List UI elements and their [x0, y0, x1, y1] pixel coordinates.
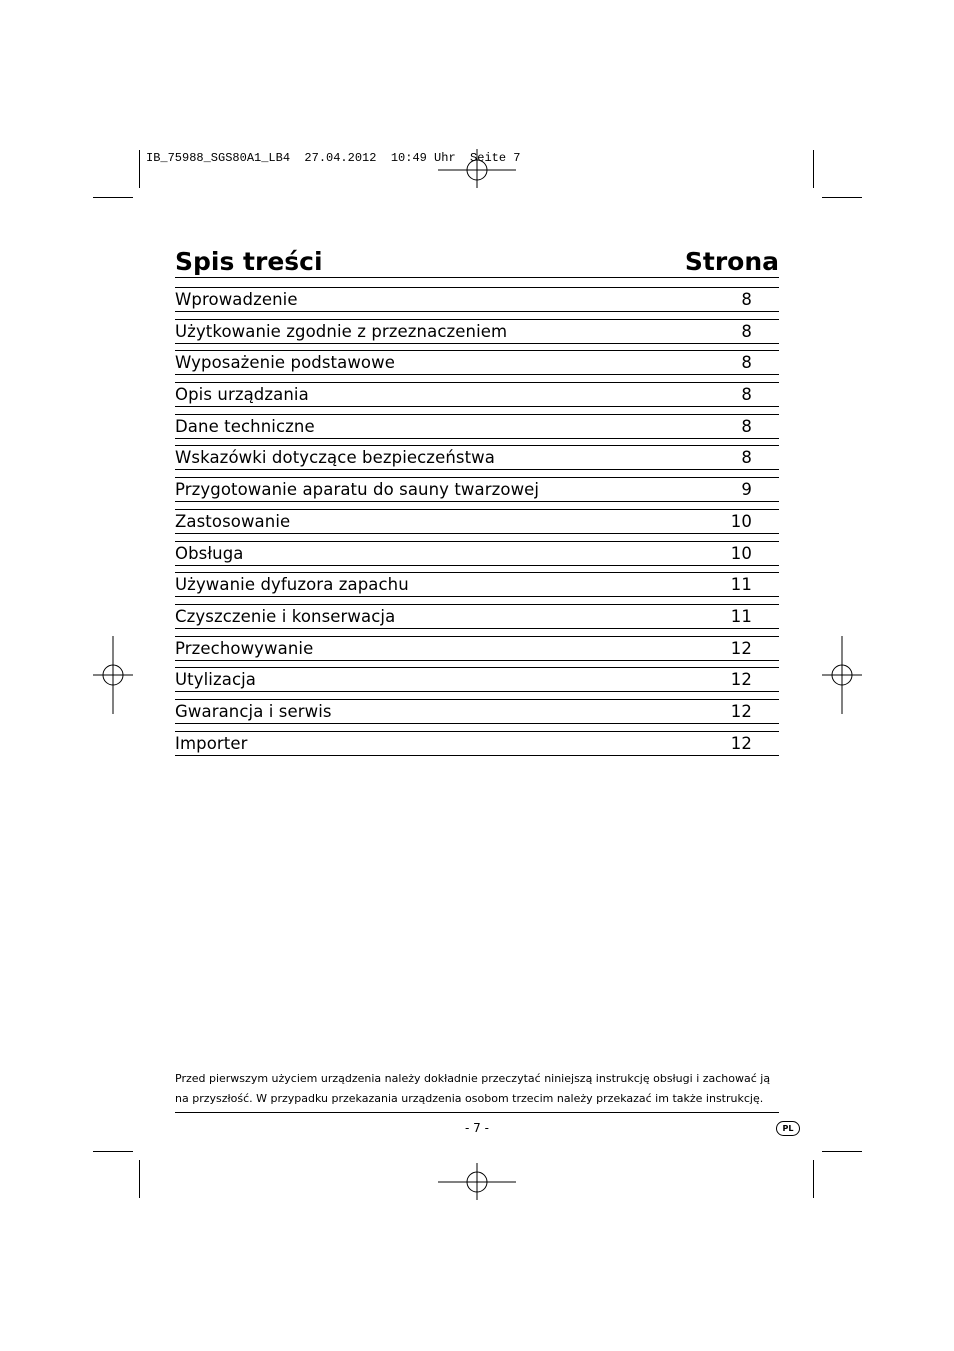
- crop-mark: [139, 150, 140, 188]
- toc-row[interactable]: [175, 287, 779, 312]
- toc-label: Czyszczenie i konserwacja: [175, 606, 396, 626]
- toc-row[interactable]: [175, 699, 779, 724]
- toc-page: 8: [741, 448, 752, 468]
- page-title: Spis treści: [175, 247, 323, 276]
- toc-page: 8: [741, 416, 752, 436]
- registration-mark-icon: [438, 133, 516, 188]
- toc-label: Importer: [175, 733, 248, 753]
- toc-page: 12: [730, 638, 752, 658]
- registration-mark-icon: [93, 636, 133, 714]
- toc-page: 12: [730, 701, 752, 721]
- toc-page: 9: [741, 480, 752, 500]
- crop-mark: [93, 197, 133, 198]
- toc-row[interactable]: [175, 636, 779, 661]
- toc-page: 8: [741, 321, 752, 341]
- toc-label: Utylizacja: [175, 670, 257, 690]
- toc-row[interactable]: [175, 667, 779, 692]
- toc-row[interactable]: [175, 350, 779, 375]
- page-column-heading: Strona: [684, 247, 779, 276]
- toc-label: Zastosowanie: [175, 511, 291, 531]
- crop-mark: [822, 197, 862, 198]
- toc-page: 11: [730, 606, 752, 626]
- toc-label: Użytkowanie zgodnie z przeznaczeniem: [175, 321, 508, 341]
- toc-header: [175, 243, 779, 278]
- toc-label: Wprowadzenie: [175, 290, 298, 309]
- toc-label: Przechowywanie: [175, 638, 314, 658]
- toc-page: 12: [730, 670, 752, 690]
- toc-row[interactable]: [175, 319, 779, 344]
- toc-page: 10: [730, 511, 752, 531]
- toc-page: 11: [730, 575, 752, 595]
- toc-page: 8: [741, 353, 752, 373]
- toc-label: Używanie dyfuzora zapachu: [175, 575, 409, 595]
- toc-page: 12: [730, 733, 752, 753]
- toc-label: Gwarancja i serwis: [175, 701, 332, 721]
- registration-mark-icon: [438, 1163, 516, 1203]
- toc-page: 8: [741, 290, 752, 309]
- crop-mark: [813, 150, 814, 188]
- toc-row[interactable]: [175, 477, 779, 502]
- toc-row[interactable]: [175, 509, 779, 534]
- toc-row[interactable]: [175, 445, 779, 470]
- crop-mark: [93, 1151, 133, 1152]
- toc-row[interactable]: [175, 382, 779, 407]
- registration-mark-icon: [822, 636, 862, 714]
- toc-label: Obsługa: [175, 543, 244, 563]
- toc-row[interactable]: [175, 414, 779, 439]
- toc-label: Wyposażenie podstawowe: [175, 353, 395, 373]
- toc-label: Opis urządzania: [175, 385, 309, 405]
- toc-label: Dane techniczne: [175, 416, 315, 436]
- usage-note: Przed pierwszym użyciem urządzenia należy dokładnie przeczytać niniejszą instrukcję obsługi i zachować ją na przyszłość. W przypadku przekazania urządzenia osobom trzecim należy przekazać im także instrukcję.: [175, 1069, 779, 1113]
- table-of-contents: [175, 287, 779, 762]
- crop-mark: [139, 1160, 140, 1198]
- print-slug: IB_75988_SGS80A1_LB4 27.04.2012 10:49 Uhr Seite 7: [146, 151, 521, 165]
- toc-label: Przygotowanie aparatu do sauny twarzowej: [175, 480, 540, 500]
- crop-mark: [813, 1160, 814, 1198]
- toc-page: 8: [741, 385, 752, 405]
- toc-row[interactable]: [175, 541, 779, 566]
- page-number: - 7 -: [465, 1121, 489, 1135]
- toc-page: 10: [730, 543, 752, 563]
- toc-row[interactable]: [175, 572, 779, 597]
- toc-label: Wskazówki dotyczące bezpieczeństwa: [175, 448, 495, 468]
- language-badge: PL: [776, 1121, 800, 1136]
- toc-row[interactable]: [175, 604, 779, 629]
- toc-row[interactable]: [175, 731, 779, 756]
- crop-mark: [822, 1151, 862, 1152]
